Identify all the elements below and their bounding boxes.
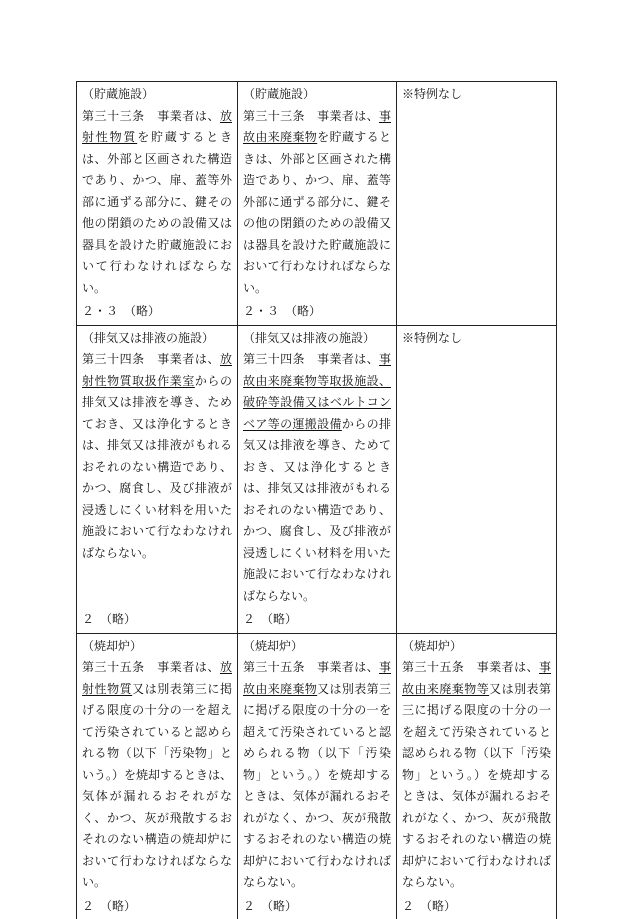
paragraph-omitted: ２ （略） [243,612,298,626]
article-lead: 第三十三条 事業者は、 [243,108,379,123]
article-text [82,657,232,894]
article-body: 又は別表第三に掲げる限度の十分の一を超えて汚染されていると認められる物（以下「汚染物」という。）を焼却するときは、気体が漏れるおそれがなく、かつ、灰が飛散するおそれのない構造の焼却炉において行わなければならない。 [402,681,551,889]
article-text [243,106,391,300]
comparison-table [76,81,557,919]
underlined-term: 放射性物質取扱作業室 [82,352,232,388]
article-body: を貯蔵するときは、外部と区画された構造であり、かつ、扉、蓋等外部に通ずる部分に、鍵その他の閉鎖のための設備又は器具を設けた貯蔵施設において行わなければならない。 [243,130,391,295]
article-text [243,349,391,607]
article-text [243,657,391,894]
article-body: 又は別表第三に掲げる限度の十分の一を超えて汚染されていると認められる物（以下「汚染物」という。）を焼却するときは、気体が漏れるおそれがなく、かつ、灰が飛散するおそれのない構造の焼却炉において行わなければならない。 [82,681,233,889]
paragraph-omitted: ２ （略） [82,898,137,913]
table-cell [238,633,397,919]
paragraph-omitted: ２・３ （略） [82,304,161,318]
underlined-term: 事故由来廃棄物等取扱施設、破砕等設備又はベルトコンベア等の運搬設備 [243,352,391,431]
table-cell [397,325,557,633]
table-cell [238,325,397,633]
no-special-case-note: ※特例なし [402,87,463,101]
underlined-term: 事故由来廃棄物 [243,660,391,696]
article-lead: 第三十五条 事業者は、 [243,660,379,674]
underlined-term: 事故由来廃棄物 [243,108,391,144]
table-cell [77,633,238,919]
table-row [77,325,557,633]
table-row [77,633,557,919]
article-lead: 第三十五条 事業者は、 [402,660,539,674]
underlined-term: 放射性物質 [82,660,232,696]
no-special-case-note: ※特例なし [402,330,463,345]
paragraph-omitted: ２ （略） [82,612,137,626]
article-heading: （貯蔵施設） [243,87,316,101]
article-lead: 第三十四条 事業者は、 [82,352,220,366]
article-text [82,106,232,300]
article-heading: （焼却炉） [82,638,143,653]
article-lead: 第三十五条 事業者は、 [82,660,220,674]
article-body: からの排気又は排液を導き、ためておき、又は浄化するときは、排気又は排液がもれるおそれのない構造であり、かつ、腐食し、及び排液が浸透しにくい材料を用いた施設において行なわなければならない。 [243,416,391,603]
article-heading: （焼却炉） [402,638,463,653]
article-lead: 第三十三条 事業者は、 [82,108,220,123]
article-body: 又は別表第三に掲げる限度の十分の一を超えて汚染されていると認められる物（以下「汚染物」という。）を焼却するときは、気体が漏れるおそれがなく、かつ、灰が飛散するおそれのない構造の焼却炉において行わなければならない。 [243,681,391,889]
article-heading: （貯蔵施設） [82,87,155,101]
paragraph-omitted: ２ （略） [243,898,298,913]
article-heading: （排気又は排液の施設） [243,330,376,345]
paragraph-omitted: ２・３ （略） [243,304,322,318]
underlined-term: 事故由来廃棄物等 [402,660,551,696]
underlined-term: 放射性物質 [82,108,232,144]
article-body: を貯蔵するときは、外部と区画された構造であり、かつ、扉、蓋等外部に通ずる部分に、鍵その他の閉鎖のための設備又は器具を設けた貯蔵施設において行わなければならない。 [82,130,232,295]
table-row [77,82,557,326]
article-heading: （排気又は排液の施設） [82,330,215,345]
table-cell [77,325,238,633]
article-text [402,657,551,894]
article-body: からの排気又は排液を導き、ためておき、又は浄化するときは、排気又は排液がもれるおそれのない構造であり、かつ、腐食し、及び排液が浸透しにくい材料を用いた施設において行なわなければならない。 [82,373,232,560]
article-heading: （焼却炉） [243,638,304,653]
table-cell [397,82,557,326]
table-cell [77,82,238,326]
table-cell [238,82,397,326]
table-cell [397,633,557,919]
article-lead: 第三十四条 事業者は、 [243,352,379,366]
paragraph-omitted: ２ （略） [402,898,457,913]
article-text [82,349,232,564]
